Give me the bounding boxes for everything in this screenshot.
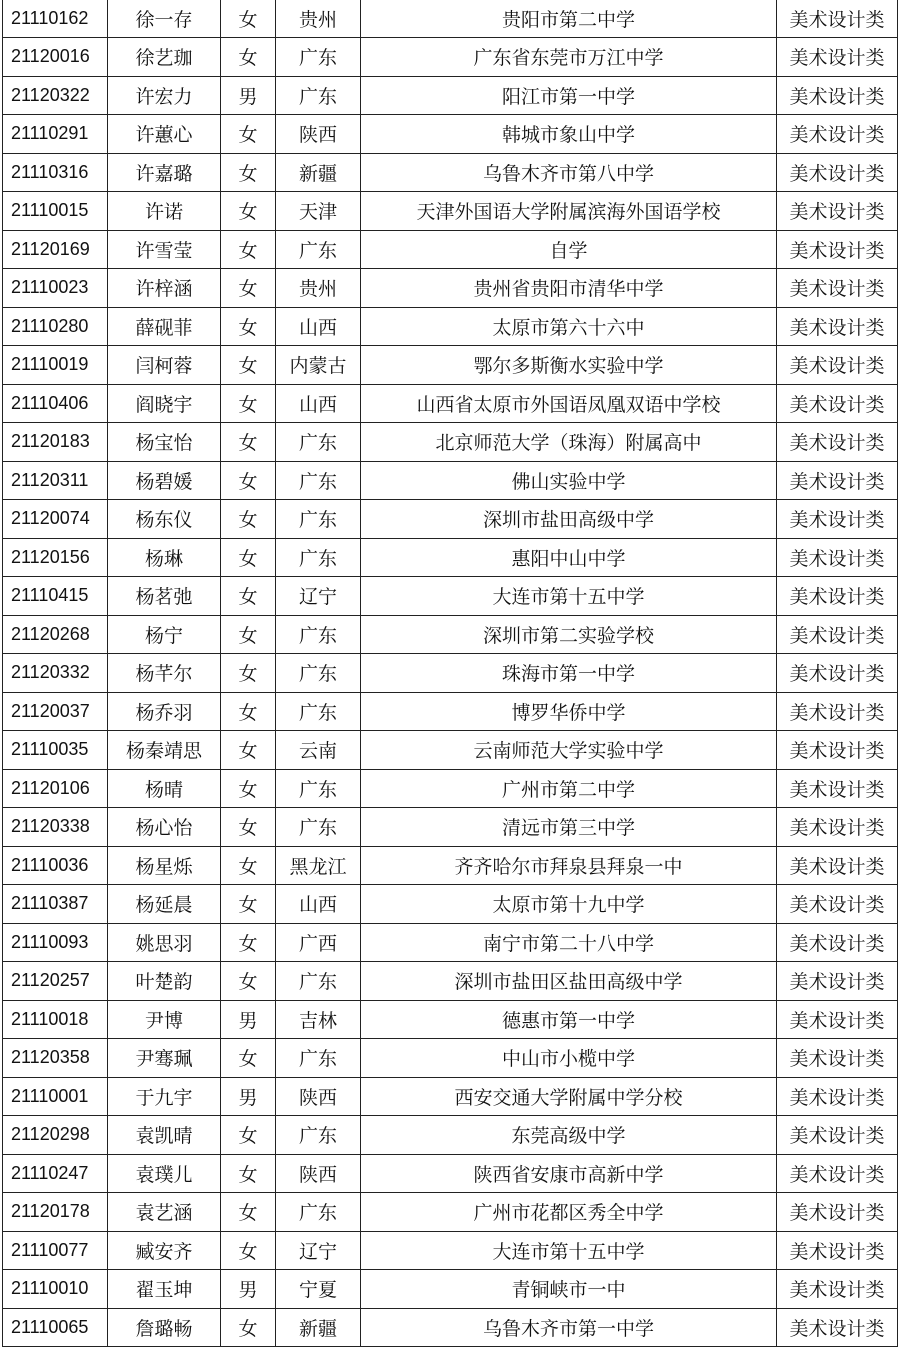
candidate-id-cell: 21110065 (3, 1308, 108, 1347)
table-row (3, 115, 898, 154)
province-cell: 新疆 (276, 1308, 361, 1347)
category-cell: 美术设计类 (777, 1270, 898, 1309)
candidate-id-cell: 21110280 (3, 307, 108, 346)
province-cell: 广东 (276, 692, 361, 731)
name-cell: 许诺 (108, 192, 221, 231)
table-row (3, 1308, 898, 1347)
school-cell: 北京师范大学（珠海）附属高中 (361, 423, 777, 462)
name-cell: 杨乔羽 (108, 692, 221, 731)
name-cell: 杨芊尔 (108, 654, 221, 693)
gender-cell: 女 (221, 500, 276, 539)
province-cell: 广东 (276, 808, 361, 847)
table-row (3, 1000, 898, 1039)
province-cell: 贵州 (276, 0, 361, 38)
name-cell: 杨心怡 (108, 808, 221, 847)
category-cell: 美术设计类 (777, 923, 898, 962)
province-cell: 广东 (276, 538, 361, 577)
table-row (3, 885, 898, 924)
gender-cell: 女 (221, 269, 276, 308)
candidate-id-cell: 21120016 (3, 38, 108, 77)
province-cell: 广东 (276, 230, 361, 269)
province-cell: 广西 (276, 923, 361, 962)
table-row (3, 731, 898, 770)
candidate-id-cell: 21120298 (3, 1116, 108, 1155)
candidate-id-cell: 21120257 (3, 962, 108, 1001)
category-cell: 美术设计类 (777, 962, 898, 1001)
category-cell: 美术设计类 (777, 153, 898, 192)
name-cell: 许梓涵 (108, 269, 221, 308)
province-cell: 广东 (276, 615, 361, 654)
name-cell: 杨东仪 (108, 500, 221, 539)
province-cell: 广东 (276, 962, 361, 1001)
school-cell: 齐齐哈尔市拜泉县拜泉一中 (361, 846, 777, 885)
school-cell: 太原市第六十六中 (361, 307, 777, 346)
province-cell: 山西 (276, 384, 361, 423)
candidate-id-cell: 21110035 (3, 731, 108, 770)
gender-cell: 女 (221, 1308, 276, 1347)
gender-cell: 女 (221, 538, 276, 577)
category-cell: 美术设计类 (777, 500, 898, 539)
category-cell: 美术设计类 (777, 1039, 898, 1078)
province-cell: 新疆 (276, 153, 361, 192)
table-row (3, 846, 898, 885)
name-cell: 叶楚韵 (108, 962, 221, 1001)
candidate-id-cell: 21110406 (3, 384, 108, 423)
province-cell: 山西 (276, 307, 361, 346)
candidate-id-cell: 21110316 (3, 153, 108, 192)
table-row (3, 307, 898, 346)
table-row (3, 384, 898, 423)
province-cell: 云南 (276, 731, 361, 770)
table-row (3, 962, 898, 1001)
school-cell: 青铜峡市一中 (361, 1270, 777, 1309)
gender-cell: 女 (221, 38, 276, 77)
province-cell: 辽宁 (276, 1231, 361, 1270)
name-cell: 杨星烁 (108, 846, 221, 885)
name-cell: 袁璞儿 (108, 1154, 221, 1193)
category-cell: 美术设计类 (777, 1116, 898, 1155)
school-cell: 惠阳中山中学 (361, 538, 777, 577)
category-cell: 美术设计类 (777, 1193, 898, 1232)
province-cell: 内蒙古 (276, 346, 361, 385)
category-cell: 美术设计类 (777, 384, 898, 423)
name-cell: 杨延晨 (108, 885, 221, 924)
school-cell: 山西省太原市外国语凤凰双语中学校 (361, 384, 777, 423)
category-cell: 美术设计类 (777, 115, 898, 154)
table-row (3, 1270, 898, 1309)
candidate-id-cell: 21110023 (3, 269, 108, 308)
gender-cell: 男 (221, 1000, 276, 1039)
province-cell: 贵州 (276, 269, 361, 308)
candidate-id-cell: 21120268 (3, 615, 108, 654)
gender-cell: 女 (221, 307, 276, 346)
category-cell: 美术设计类 (777, 76, 898, 115)
school-cell: 广州市第二中学 (361, 769, 777, 808)
candidate-id-cell: 21110387 (3, 885, 108, 924)
province-cell: 广东 (276, 423, 361, 462)
category-cell: 美术设计类 (777, 538, 898, 577)
school-cell: 中山市小榄中学 (361, 1039, 777, 1078)
name-cell: 薛砚菲 (108, 307, 221, 346)
school-cell: 南宁市第二十八中学 (361, 923, 777, 962)
name-cell: 许雪莹 (108, 230, 221, 269)
province-cell: 天津 (276, 192, 361, 231)
category-cell: 美术设计类 (777, 269, 898, 308)
province-cell: 广东 (276, 461, 361, 500)
gender-cell: 女 (221, 769, 276, 808)
candidate-id-cell: 21120358 (3, 1039, 108, 1078)
gender-cell: 女 (221, 1231, 276, 1270)
table-row (3, 230, 898, 269)
school-cell: 鄂尔多斯衡水实验中学 (361, 346, 777, 385)
gender-cell: 女 (221, 1154, 276, 1193)
candidate-id-cell: 21120156 (3, 538, 108, 577)
gender-cell: 女 (221, 346, 276, 385)
province-cell: 广东 (276, 1193, 361, 1232)
gender-cell: 女 (221, 115, 276, 154)
category-cell: 美术设计类 (777, 192, 898, 231)
gender-cell: 女 (221, 923, 276, 962)
table-row (3, 1193, 898, 1232)
candidate-id-cell: 21120338 (3, 808, 108, 847)
category-cell: 美术设计类 (777, 0, 898, 38)
table-row (3, 577, 898, 616)
gender-cell: 女 (221, 1039, 276, 1078)
school-cell: 深圳市盐田区盐田高级中学 (361, 962, 777, 1001)
candidate-id-cell: 21120183 (3, 423, 108, 462)
gender-cell: 女 (221, 962, 276, 1001)
province-cell: 山西 (276, 885, 361, 924)
name-cell: 徐艺珈 (108, 38, 221, 77)
candidate-id-cell: 21110036 (3, 846, 108, 885)
name-cell: 杨碧媛 (108, 461, 221, 500)
table-row (3, 1116, 898, 1155)
candidate-id-cell: 21110019 (3, 346, 108, 385)
candidate-id-cell: 21110018 (3, 1000, 108, 1039)
candidate-id-cell: 21120074 (3, 500, 108, 539)
gender-cell: 女 (221, 423, 276, 462)
table-row (3, 38, 898, 77)
name-cell: 阎晓宇 (108, 384, 221, 423)
name-cell: 袁凯晴 (108, 1116, 221, 1155)
category-cell: 美术设计类 (777, 577, 898, 616)
gender-cell: 女 (221, 461, 276, 500)
province-cell: 陕西 (276, 1077, 361, 1116)
school-cell: 乌鲁木齐市第一中学 (361, 1308, 777, 1347)
admission-list-table (2, 0, 898, 1347)
province-cell: 辽宁 (276, 577, 361, 616)
school-cell: 珠海市第一中学 (361, 654, 777, 693)
category-cell: 美术设计类 (777, 692, 898, 731)
category-cell: 美术设计类 (777, 1000, 898, 1039)
table-row (3, 461, 898, 500)
table-row (3, 654, 898, 693)
name-cell: 杨宁 (108, 615, 221, 654)
school-cell: 深圳市第二实验学校 (361, 615, 777, 654)
gender-cell: 女 (221, 384, 276, 423)
name-cell: 徐一存 (108, 0, 221, 38)
gender-cell: 女 (221, 692, 276, 731)
table-row (3, 423, 898, 462)
name-cell: 杨晴 (108, 769, 221, 808)
table-row (3, 192, 898, 231)
gender-cell: 女 (221, 230, 276, 269)
candidate-id-cell: 21110077 (3, 1231, 108, 1270)
candidate-id-cell: 21120178 (3, 1193, 108, 1232)
name-cell: 袁艺涵 (108, 1193, 221, 1232)
school-cell: 阳江市第一中学 (361, 76, 777, 115)
category-cell: 美术设计类 (777, 230, 898, 269)
category-cell: 美术设计类 (777, 1231, 898, 1270)
gender-cell: 女 (221, 1193, 276, 1232)
school-cell: 陕西省安康市高新中学 (361, 1154, 777, 1193)
gender-cell: 男 (221, 1270, 276, 1309)
gender-cell: 女 (221, 192, 276, 231)
table-row (3, 692, 898, 731)
gender-cell: 女 (221, 808, 276, 847)
table-row (3, 1154, 898, 1193)
name-cell: 杨茗弛 (108, 577, 221, 616)
table-row (3, 0, 898, 38)
name-cell: 臧安齐 (108, 1231, 221, 1270)
category-cell: 美术设计类 (777, 654, 898, 693)
school-cell: 太原市第十九中学 (361, 885, 777, 924)
candidate-id-cell: 21120106 (3, 769, 108, 808)
school-cell: 德惠市第一中学 (361, 1000, 777, 1039)
school-cell: 西安交通大学附属中学分校 (361, 1077, 777, 1116)
gender-cell: 女 (221, 1116, 276, 1155)
category-cell: 美术设计类 (777, 731, 898, 770)
category-cell: 美术设计类 (777, 1154, 898, 1193)
candidate-id-cell: 21110415 (3, 577, 108, 616)
province-cell: 黑龙江 (276, 846, 361, 885)
candidate-id-cell: 21110247 (3, 1154, 108, 1193)
gender-cell: 女 (221, 654, 276, 693)
gender-cell: 女 (221, 577, 276, 616)
category-cell: 美术设计类 (777, 615, 898, 654)
category-cell: 美术设计类 (777, 769, 898, 808)
school-cell: 博罗华侨中学 (361, 692, 777, 731)
school-cell: 韩城市象山中学 (361, 115, 777, 154)
province-cell: 广东 (276, 654, 361, 693)
category-cell: 美术设计类 (777, 885, 898, 924)
province-cell: 广东 (276, 76, 361, 115)
gender-cell: 女 (221, 731, 276, 770)
table-row (3, 346, 898, 385)
name-cell: 尹博 (108, 1000, 221, 1039)
name-cell: 许宏力 (108, 76, 221, 115)
school-cell: 深圳市盐田高级中学 (361, 500, 777, 539)
province-cell: 吉林 (276, 1000, 361, 1039)
category-cell: 美术设计类 (777, 38, 898, 77)
school-cell: 自学 (361, 230, 777, 269)
name-cell: 许蕙心 (108, 115, 221, 154)
table-row (3, 923, 898, 962)
candidate-id-cell: 21110001 (3, 1077, 108, 1116)
table-row (3, 269, 898, 308)
candidate-id-cell: 21110010 (3, 1270, 108, 1309)
category-cell: 美术设计类 (777, 846, 898, 885)
province-cell: 陕西 (276, 1154, 361, 1193)
name-cell: 杨秦靖思 (108, 731, 221, 770)
category-cell: 美术设计类 (777, 423, 898, 462)
table-row (3, 1077, 898, 1116)
name-cell: 尹骞珮 (108, 1039, 221, 1078)
school-cell: 云南师范大学实验中学 (361, 731, 777, 770)
province-cell: 广东 (276, 1116, 361, 1155)
school-cell: 佛山实验中学 (361, 461, 777, 500)
table-row (3, 1039, 898, 1078)
province-cell: 广东 (276, 38, 361, 77)
school-cell: 广东省东莞市万江中学 (361, 38, 777, 77)
admission-list-body (3, 0, 898, 1347)
category-cell: 美术设计类 (777, 1308, 898, 1347)
name-cell: 姚思羽 (108, 923, 221, 962)
name-cell: 许嘉璐 (108, 153, 221, 192)
name-cell: 闫柯蓉 (108, 346, 221, 385)
category-cell: 美术设计类 (777, 808, 898, 847)
gender-cell: 女 (221, 615, 276, 654)
school-cell: 天津外国语大学附属滨海外国语学校 (361, 192, 777, 231)
school-cell: 清远市第三中学 (361, 808, 777, 847)
school-cell: 乌鲁木齐市第八中学 (361, 153, 777, 192)
category-cell: 美术设计类 (777, 307, 898, 346)
category-cell: 美术设计类 (777, 461, 898, 500)
table-row (3, 538, 898, 577)
school-cell: 贵阳市第二中学 (361, 0, 777, 38)
table-row (3, 769, 898, 808)
province-cell: 宁夏 (276, 1270, 361, 1309)
candidate-id-cell: 21120311 (3, 461, 108, 500)
school-cell: 大连市第十五中学 (361, 577, 777, 616)
candidate-id-cell: 21120169 (3, 230, 108, 269)
gender-cell: 男 (221, 76, 276, 115)
name-cell: 杨宝怡 (108, 423, 221, 462)
gender-cell: 女 (221, 846, 276, 885)
table-row (3, 153, 898, 192)
province-cell: 广东 (276, 769, 361, 808)
name-cell: 翟玉坤 (108, 1270, 221, 1309)
candidate-id-cell: 21120322 (3, 76, 108, 115)
gender-cell: 女 (221, 0, 276, 38)
table-row (3, 1231, 898, 1270)
category-cell: 美术设计类 (777, 346, 898, 385)
category-cell: 美术设计类 (777, 1077, 898, 1116)
school-cell: 广州市花都区秀全中学 (361, 1193, 777, 1232)
name-cell: 于九宇 (108, 1077, 221, 1116)
name-cell: 詹璐畅 (108, 1308, 221, 1347)
gender-cell: 男 (221, 1077, 276, 1116)
school-cell: 贵州省贵阳市清华中学 (361, 269, 777, 308)
candidate-id-cell: 21120037 (3, 692, 108, 731)
province-cell: 广东 (276, 500, 361, 539)
table-row (3, 808, 898, 847)
table-row (3, 76, 898, 115)
candidate-id-cell: 21110015 (3, 192, 108, 231)
province-cell: 陕西 (276, 115, 361, 154)
gender-cell: 女 (221, 885, 276, 924)
school-cell: 东莞高级中学 (361, 1116, 777, 1155)
province-cell: 广东 (276, 1039, 361, 1078)
candidate-id-cell: 21120332 (3, 654, 108, 693)
gender-cell: 女 (221, 153, 276, 192)
candidate-id-cell: 21110093 (3, 923, 108, 962)
school-cell: 大连市第十五中学 (361, 1231, 777, 1270)
candidate-id-cell: 21110291 (3, 115, 108, 154)
table-row (3, 615, 898, 654)
candidate-id-cell: 21110162 (3, 0, 108, 38)
table-row (3, 500, 898, 539)
name-cell: 杨琳 (108, 538, 221, 577)
